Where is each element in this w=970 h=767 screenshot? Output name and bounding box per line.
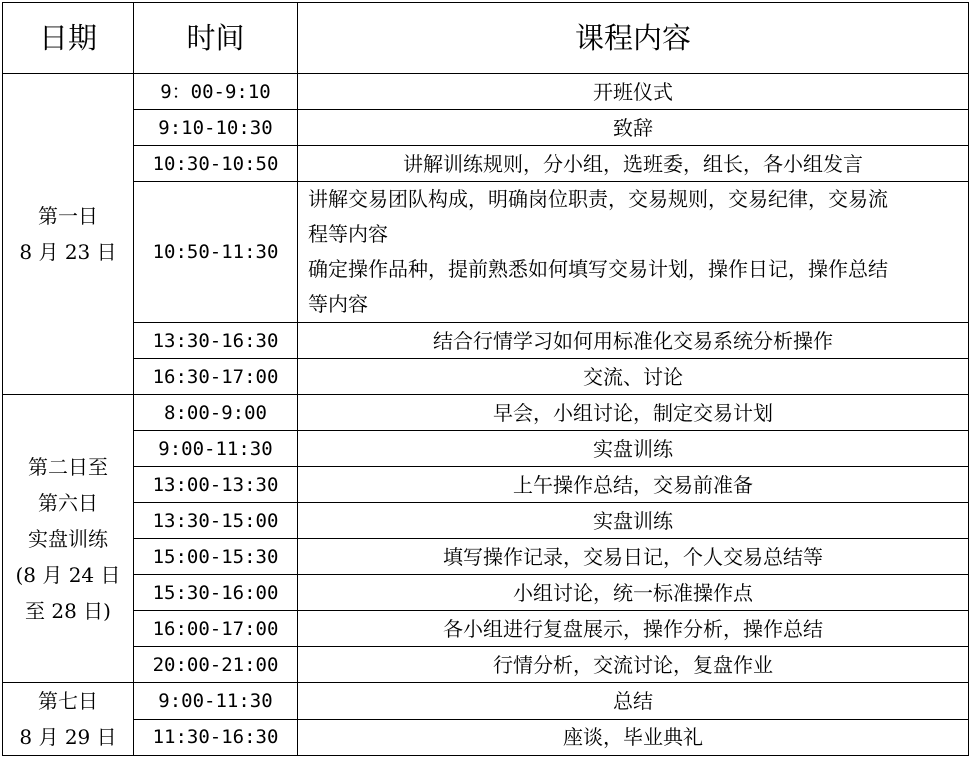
time-cell: 15:30-16:00 xyxy=(134,575,298,611)
table-row xyxy=(3,503,969,539)
date-line: 第二日至 xyxy=(28,454,108,479)
content-line: 早会，小组讨论，制定交易计划 xyxy=(493,400,773,425)
time-cell: 13:30-15:00 xyxy=(134,503,298,539)
content-cell xyxy=(298,431,969,467)
table-row xyxy=(3,683,969,720)
content-line: 填写操作记录，交易日记，个人交易总结等 xyxy=(443,544,823,569)
table-row xyxy=(3,719,969,756)
content-cell xyxy=(298,467,969,503)
content-line: 开班仪式 xyxy=(593,79,673,104)
content-line: 确定操作品种，提前熟悉如何填写交易计划，操作日记，操作总结 xyxy=(308,257,888,281)
date-line: 实盘训练 xyxy=(28,526,108,551)
table-row xyxy=(3,110,969,146)
date-line: (8 月 24 日 xyxy=(15,562,121,587)
header-row xyxy=(3,3,969,74)
content-line: 实盘训练 xyxy=(593,508,673,533)
content-cell xyxy=(298,647,969,683)
schedule-body xyxy=(3,74,969,756)
content-cell xyxy=(298,611,969,647)
header-content: 课程内容 xyxy=(298,3,969,74)
date-line: 至 28 日) xyxy=(25,598,111,623)
content-line: 上午操作总结，交易前准备 xyxy=(513,472,753,497)
time-cell: 8:00-9:00 xyxy=(134,395,298,431)
time-cell: 9：00-9:10 xyxy=(134,74,298,110)
content-cell xyxy=(298,539,969,575)
table-row xyxy=(3,467,969,503)
content-line: 小组讨论，统一标准操作点 xyxy=(513,580,753,605)
content-line: 程等内容 xyxy=(308,222,388,246)
content-cell xyxy=(298,575,969,611)
time-cell: 13:30-16:30 xyxy=(134,323,298,359)
header-time: 时间 xyxy=(134,3,298,74)
content-cell xyxy=(298,395,969,431)
table-row xyxy=(3,539,969,575)
content-cell xyxy=(298,359,969,395)
content-cell xyxy=(298,146,969,182)
time-cell: 9:00-11:30 xyxy=(134,683,298,720)
content-cell xyxy=(298,323,969,359)
date-cell xyxy=(3,683,134,756)
date-line: 第七日 xyxy=(38,689,98,713)
schedule-table xyxy=(2,2,969,756)
time-cell: 11:30-16:30 xyxy=(134,719,298,756)
table-row xyxy=(3,323,969,359)
content-line: 等内容 xyxy=(308,292,368,316)
table-row xyxy=(3,647,969,683)
time-cell: 13:00-13:30 xyxy=(134,467,298,503)
date-line: 8 月 23 日 xyxy=(19,240,117,264)
time-cell: 10:30-10:50 xyxy=(134,146,298,182)
table-row xyxy=(3,431,969,467)
content-line: 总结 xyxy=(613,688,653,713)
table-row xyxy=(3,359,969,395)
table-row xyxy=(3,146,969,182)
time-cell: 15:00-15:30 xyxy=(134,539,298,575)
content-cell xyxy=(298,719,969,756)
time-cell: 9:00-11:30 xyxy=(134,431,298,467)
content-line: 交流、讨论 xyxy=(583,364,683,389)
content-line: 致辞 xyxy=(613,115,653,140)
content-line: 结合行情学习如何用标准化交易系统分析操作 xyxy=(433,328,833,353)
date-cell xyxy=(3,395,134,683)
content-line: 行情分析，交流讨论，复盘作业 xyxy=(493,652,773,677)
header-date: 日期 xyxy=(3,3,134,74)
date-line: 第六日 xyxy=(38,490,98,515)
date-line: 8 月 29 日 xyxy=(19,725,117,749)
content-line: 讲解训练规则，分小组，选班委，组长，各小组发言 xyxy=(403,151,863,176)
time-cell: 16:00-17:00 xyxy=(134,611,298,647)
date-line: 第一日 xyxy=(38,204,98,228)
content-line: 实盘训练 xyxy=(593,436,673,461)
table-row xyxy=(3,395,969,431)
time-cell: 9:10-10:30 xyxy=(134,110,298,146)
table-row xyxy=(3,182,969,323)
time-cell: 16:30-17:00 xyxy=(134,359,298,395)
content-line: 各小组进行复盘展示，操作分析，操作总结 xyxy=(443,616,823,641)
table-row xyxy=(3,74,969,110)
content-cell xyxy=(298,110,969,146)
content-cell xyxy=(298,503,969,539)
content-cell xyxy=(298,182,969,323)
table-row xyxy=(3,575,969,611)
time-cell: 10:50-11:30 xyxy=(134,182,298,323)
content-cell xyxy=(298,683,969,720)
content-line: 讲解交易团队构成，明确岗位职责，交易规则，交易纪律，交易流 xyxy=(308,187,888,211)
content-line: 座谈，毕业典礼 xyxy=(563,725,703,750)
time-cell: 20:00-21:00 xyxy=(134,647,298,683)
content-cell xyxy=(298,74,969,110)
table-row xyxy=(3,611,969,647)
date-cell xyxy=(3,74,134,395)
